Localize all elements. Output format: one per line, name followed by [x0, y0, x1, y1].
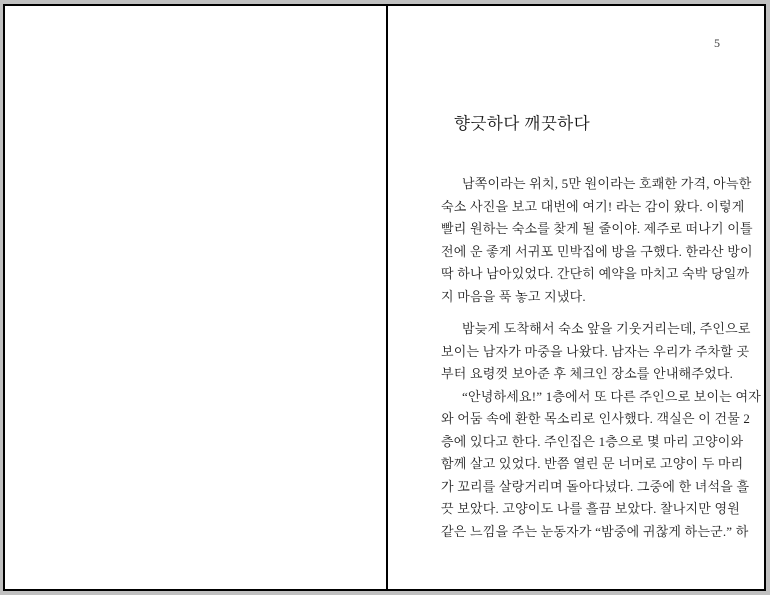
text-line: 빨리 원하는 숙소를 찾게 될 줄이야. 제주로 떠나기 이틀	[441, 221, 753, 236]
page-number: 5	[714, 36, 720, 50]
text-line: 밤늦게 도착해서 숙소 앞을 기웃거리는데, 주인으로	[462, 321, 751, 336]
paragraph	[441, 318, 759, 386]
text-line: 딱 하나 남아있었다. 간단히 예약을 마치고 숙박 당일까	[441, 266, 750, 281]
text-line: 함께 살고 있었다. 반쯤 열린 문 너머로 고양이 두 마리	[441, 456, 744, 471]
text-line: 남쪽이라는 위치, 5만 원이라는 호쾌한 가격, 아늑한	[462, 176, 752, 191]
left-page-blank	[5, 6, 386, 589]
text-line: 끗 보았다. 고양이도 나를 흘끔 보았다. 찰나지만 영원	[441, 501, 740, 516]
text-line: 지 마음을 푹 놓고 지냈다.	[441, 288, 586, 304]
body-text	[441, 173, 762, 543]
chapter-title: 향긋하다 깨끗하다	[454, 114, 591, 133]
text-line: 숙소 사진을 보고 대번에 여기! 라는 감이 왔다. 이렇게	[441, 198, 745, 214]
right-page	[388, 6, 764, 589]
text-line: 전에 운 좋게 서귀포 민박집에 방을 구했다. 한라산 방이	[441, 243, 753, 259]
text-line: 부터 요령껏 보아준 후 체크인 장소를 안내해주었다.	[441, 366, 734, 381]
text-line: “안녕하세요!” 1층에서 또 다른 주인으로 보이는 여자	[462, 388, 762, 404]
book-spread	[3, 4, 766, 591]
paragraph	[441, 173, 759, 308]
text-line: 층에 있다고 한다. 주인집은 1층으로 몇 마리 고양이와	[441, 433, 744, 449]
text-line: 보이는 남자가 마중을 나왔다. 남자는 우리가 주차할 곳	[441, 343, 750, 359]
paragraph	[441, 386, 762, 544]
text-line: 가 꼬리를 살랑거리며 돌아다녔다. 그중에 한 녀석을 흘	[441, 478, 750, 494]
text-line: 같은 느낌을 주는 눈동자가 “밤중에 귀찮게 하는군.” 하	[441, 523, 749, 539]
text-line: 와 어둠 속에 환한 목소리로 인사했다. 객실은 이 건물 2	[441, 411, 751, 426]
